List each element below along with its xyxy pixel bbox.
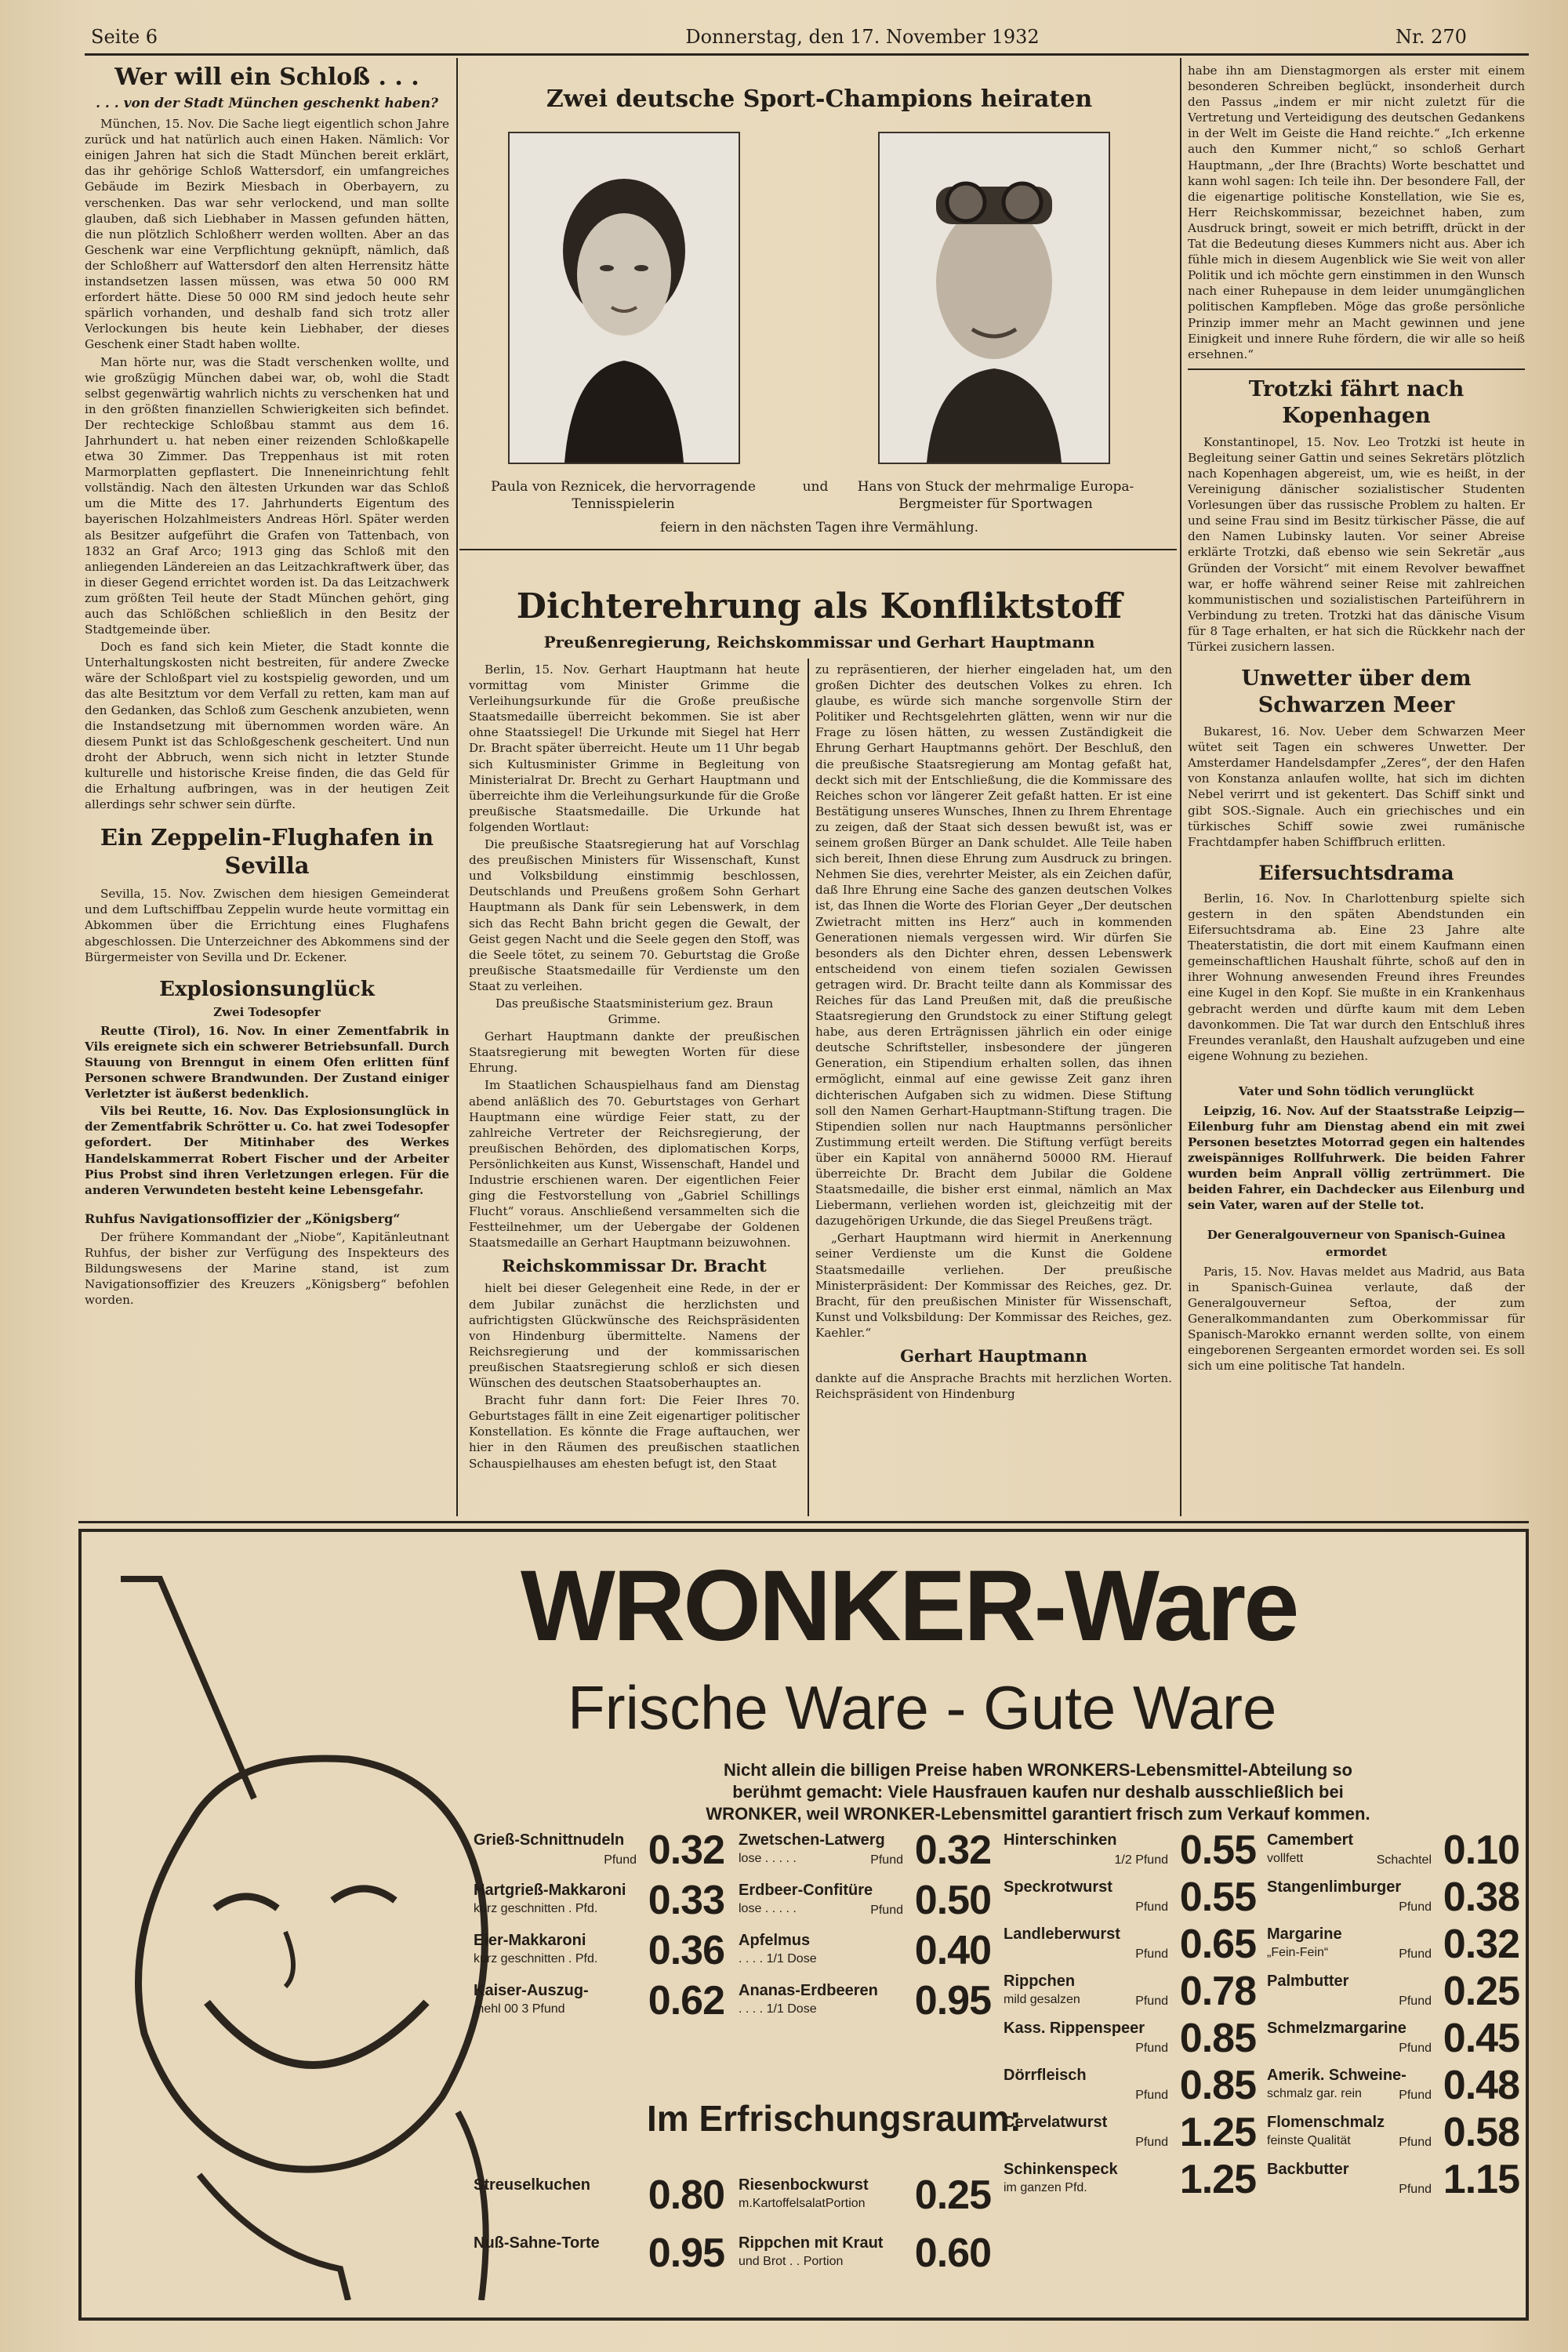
price-item-price: 0.65 <box>1179 1922 1256 1967</box>
explosion-headline: Explosionsunglück <box>159 977 375 1001</box>
price-item-unit: Pfund <box>1399 2183 1432 2196</box>
price-item-price: 0.55 <box>1179 1828 1256 1873</box>
photo-hans-von-stuck <box>878 132 1110 464</box>
price-item-price: 0.40 <box>914 1928 991 1973</box>
zeppelin-headline: Ein Zeppelin-Flughafen in Sevilla <box>100 824 434 880</box>
ad-top-rule <box>78 1521 1529 1523</box>
erfrischung-headline: Im Erfrischungsraum: <box>647 2098 1022 2139</box>
price-item-description: vollfett <box>1267 1852 1304 1865</box>
price-item-unit: Pfund <box>1135 2136 1168 2149</box>
price-item-price: 0.95 <box>914 1978 991 2024</box>
price-item-price: 0.95 <box>648 2230 724 2276</box>
issue-date: Donnerstag, den 17. November 1932 <box>685 26 1040 48</box>
price-item-name: Kass. Rippenspeer <box>1004 2020 1145 2037</box>
price-item-name: Streuselkuchen <box>474 2176 590 2194</box>
smiling-chef-icon <box>89 1563 528 2300</box>
price-item <box>739 1980 991 2027</box>
schloss-paragraph: Man hörte nur, was die Stadt verschenken wollte, und wie großzügig München dabei war, ob, wohl die Stadt selbst gegenwärtig wahrlich nichts zu verschenken hat und in den größten finanziellen Schwierigkeiten sich befindet. Der rechteckige Schloßbau stammt aus dem 16. Jahrhundert u. hat neben einer reizenden Schloßkapelle etwa 30 Zimmer. Das Treppenhaus ist mit roten Marmorplatten gepflastert. Die Inneneinrichtung fehlt vollständig. Nach den ältesten Urkunden war das Schloß um die Mitte des 17. Jahrhunderts Eigentum des bayerischen Holzahlmeisters Andreas Hörl. Später werden als Besitzer aufgeführt die Grafen von Tattenbach, von 1832 an Graf Arco; 1913 ging das Schloß mit den anliegenden Ländereien an das Leitzachkraftwerk über, das in dieser Gegend errichtet worden ist. Da das Leitzachwerk zum größten Teil heute der Stadt München gehört, ging auch das Schlößchen schließlich in den Besitz der Stadtgemeinde über. <box>85 354 449 637</box>
price-item-price: 0.50 <box>914 1878 991 1923</box>
price-item-name: Hinterschinken <box>1004 1831 1117 1849</box>
dichter-paragraph: Im Staatlichen Schauspielhaus fand am Dienstag abend anläßlich des 70. Geburtstages von Gerhart Hauptmann eine würdige Feier statt, zu der zahlreiche Vertreter der Reichsregierung, der preußischen Behörden, des diplomatischen Korps, Persönlichkeiten aus Kunst, Wissenschaft, Handel und Industrie erschienen waren. Der eigentlichen Feier ging die Festvorstellung von „Gabriel Schillings Flucht“ voraus. Anschließend versammelten sich die Festteilnehmer, um der Uebergabe der Goldenen Staatsmedaille an Gerhart Hauptmann beizuwohnen. <box>469 1078 800 1250</box>
hauptmann-headline: Gerhart Hauptmann <box>900 1346 1087 1367</box>
price-item-price: 1.15 <box>1443 2157 1519 2202</box>
price-item-name: Dörrfleisch <box>1004 2067 1087 2084</box>
dichter-paragraph: dankte auf die Ansprache Brachts mit herzlichen Worten. Reichspräsident von Hindenburg <box>815 1371 1172 1402</box>
price-item-name: Schmelzmargarine <box>1267 2020 1406 2037</box>
bracht-headline: Reichskommissar Dr. Bracht <box>502 1256 767 1276</box>
price-item-unit: Pfund <box>1135 2089 1168 2102</box>
explosion-subheadline: Zwei Todesopfer <box>213 1004 321 1019</box>
price-item-name: Eier-Makkaroni <box>474 1932 586 1949</box>
photo-paula-von-reznicek <box>508 132 740 464</box>
price-item-price: 0.25 <box>914 2172 991 2218</box>
eifersucht-paragraph: Berlin, 16. Nov. In Charlottenburg spielte sich gestern in den späten Abendstunden ein Eifersuchtsdrama ab. Eine 23 Jahre alte Theaterstatistin, die dort mit einem Kaufmann einen gemeinschaftlichen Haushalt führte, schoß auf den in ihrer Wohnung anwesenden Freund ihres Freundes eine Kugel in den Kopf. Sie mußte in ein Krankenhaus gebracht werden und dürfte kaum mit dem Leben davonkommen. Die Tat war durch den Entschluß ihres Freundes veranlaßt, den Haushalt aufzugeben und eine eigene Wohnung zu beziehen. <box>1188 891 1525 1063</box>
price-item-description: kurz geschnitten . Pfd. <box>474 1902 598 1915</box>
price-item-price: 0.80 <box>648 2172 724 2218</box>
price-item-unit: Pfund <box>1399 1994 1432 2008</box>
price-item <box>1004 2018 1256 2062</box>
wronker-advertisement <box>78 1529 1529 2321</box>
dichter-column-1 <box>469 662 800 1516</box>
price-item-unit: Pfund <box>1135 2042 1168 2055</box>
dichter-paragraph: „Gerhart Hauptmann wird hiermit in Anerkennung seiner Verdienste um die Kunst die Goldene Staatsmedaille verliehen. Der preußische Ministerpräsident: Der Kommissar des Reiches, gez. Dr. Bracht, für den preußischen Minister für Wissenschaft, Kunst und Volksbildung: Der Kommissar des Reiches, gez. Kaehler.“ <box>815 1231 1172 1340</box>
price-item <box>474 1830 724 1877</box>
price-item-price: 0.58 <box>1443 2110 1519 2155</box>
price-item-name: Margarine <box>1267 1926 1342 1943</box>
price-item-name: Zwetschen-Latwerg <box>739 1831 885 1849</box>
ad-copy-line: berühmt gemacht: Viele Hausfrauen kaufen nur deshalb ausschließlich bei <box>732 1782 1344 1802</box>
price-item-unit: Pfund <box>1135 1900 1168 1914</box>
price-item-description: m.KartoffelsalatPortion <box>739 2197 866 2210</box>
price-item <box>739 1830 991 1877</box>
price-item-price: 0.10 <box>1443 1828 1519 1873</box>
price-item-name: Kaiser-Auszug- <box>474 1982 589 1999</box>
dichter-signature: Das preußische Staatsministerium gez. Braun Grimme. <box>495 996 774 1027</box>
dichter-headline: Dichterehrung als Konfliktstoff <box>516 586 1123 626</box>
price-item-unit: Pfund <box>1399 1947 1432 1961</box>
price-item-name: Cervelatwurst <box>1004 2114 1108 2131</box>
price-item-description: „Fein-Fein“ <box>1267 1946 1329 1959</box>
page-number: Seite 6 <box>91 26 158 48</box>
portrait-man-icon <box>880 133 1109 463</box>
price-item <box>474 2230 724 2288</box>
schloss-headline: Wer will ein Schloß . . . <box>114 64 419 91</box>
price-item-unit: Pfund <box>1135 1994 1168 2008</box>
price-item <box>1267 1830 1519 1874</box>
price-item-price: 0.32 <box>648 1828 724 1873</box>
price-item-name: Rippchen mit Kraut <box>739 2234 884 2252</box>
price-item <box>1267 2065 1519 2109</box>
price-item-description: . . . . 1/1 Dose <box>739 1952 817 1965</box>
caption-left: Paula von Reznicek, die hervorragende Tennisspielerin <box>491 479 756 512</box>
trotzki-headline: Trotzki fährt nach Kopenhagen <box>1248 376 1465 428</box>
price-item-description: lose . . . . . <box>739 1852 797 1865</box>
header-rule <box>85 53 1529 56</box>
ad-copy-line: WRONKER, weil WRONKER-Lebensmittel garantiert frisch zum Verkauf kommen. <box>706 1804 1370 1824</box>
caption-right: Hans von Stuck der mehrmalige Europa-Bergmeister für Sportwagen <box>857 479 1134 512</box>
price-item <box>474 1980 724 2027</box>
dichter-paragraph: hielt bei dieser Gelegenheit eine Rede, in der er dem Jubilar zunächst die herzlichsten und aufrichtigsten Glückwünsche des Reichspräsidenten von Hindenburg übermittelte. Namens der Reichsregierung und der kommissarischen preußischen Staatsregierung schloß er sich diesen Wünschen des deutschen Staatsoberhauptes an. <box>469 1281 800 1391</box>
ad-slogan: Frische Ware - Gute Ware <box>568 1673 1277 1742</box>
price-item-name: Speckrotwurst <box>1004 1878 1112 1896</box>
price-item-description: und Brot . . Portion <box>739 2255 844 2268</box>
dichter-paragraph: zu repräsentieren, der hierher eingeladen hat, um den großen Dichter des deutschen Volkes zu ehren. Ich glaube, es würde sich manche sorgenvolle Stirn der Politiker und Rechtsgelehrten glätten, wenn wir nur die Frage zu lösen hätten, zu wessen Zuständigkeit die Ehrung Gerhart Hauptmanns gehört. Der Beschluß, den die preußische Staatsregierung am Montag gefaßt hat, deckt sich mit der Entschließung, die die Kommissare des Reiches schon vor längerer Zeit gefaßt hatten. Er ist eine Bestätigung unseres Wunsches, Ihnen zu Ihrem Ehrentage zu zeigen, daß der Staat sich dessen bewußt ist, was er seinem großen Bürger an Dank schuldet. Alle Teile haben sich bereit, Ihnen diese Ehrung zum Ausdruck zu bringen. Nehmen Sie dies, verehrter Meister, als ein Zeichen dafür, daß Ihre Ehrung eine Sache des ganzen deutschen Volkes ist, das Ihnen die Worte des Florian Geyer „Der deutschen Zwietracht mitten ins Herz“ auch in kommenden Generationen niemals vergessen wird. Wir dürfen Sie besonders als den Dichter ehren, dessen Lebenswerk entscheidend von einem tiefen sozialen Gewissen getragen wird. Dr. Bracht teilte dann als Kommissar des Reiches für das Land Preußen mit, daß die preußische Staatsregierung den Grundstock zu einer Stiftung gelegt habe, aus deren Erträgnissen jährlich ein oder einige deutsche Schriftsteller, insbesondere der jüngeren Generation, ein Stipendium erhalten sollen, das ihnen ermöglicht, einmal auf eine gewisse Zeit ganz ihren dichterischen Aufgaben sich zu widmen. Diese Stiftung soll den Namen Gerhart-Hauptmann-Stiftung tragen. Die Stipendien sollen nur nach Hauptmanns persönlicher Zustimmung erteilt werden. Die Stiftung verfügt bereits über ein Kapital von annähernd 50000 RM. Hierauf überreichte Dr. Bracht dem Jubilar die Goldene Staatsmedaille, die bisher erst einmal, nämlich an Max Liebermann, verliehen worden ist, gleichzeitig mit der dazugehörigen Urkunde, die das Siegel Preußens trägt. <box>815 662 1172 1229</box>
price-item-unit: Schachtel <box>1376 1853 1432 1867</box>
price-item-name: Flomenschmalz <box>1267 2114 1385 2131</box>
portrait-woman-icon <box>510 133 739 463</box>
price-item-price: 1.25 <box>1179 2157 1256 2202</box>
guinea-paragraph: Paris, 15. Nov. Havas meldet aus Madrid, aus Bata in Spanisch-Guinea verlaute, daß der Generalgouverneur Seftoa, der zum Generalkommandanten zum Oberkommissar für Spanisch-Marokko ernannt werden sollte, von einem eingeborenen Sergeanten ermordet worden sei. Es soll sich um eine politische Tat handeln. <box>1188 1264 1525 1374</box>
explosion-paragraph: Vils bei Reutte, 16. Nov. Das Explosionsunglück in der Zementfabrik Schrötter u. Co. hat zwei Todesopfer gefordert. Der Mitinhaber des Werkes Handelskammerrat Robert Fischer und der Arbeiter Pius Probst sind ihren Verletzungen erlegen. Für die anderen Verwundeten besteht keine Lebensgefahr. <box>85 1104 449 1197</box>
price-item-price: 0.85 <box>1179 2063 1256 2108</box>
price-item-unit: Pfund <box>604 1853 637 1867</box>
price-item-name: Riesenbockwurst <box>739 2176 869 2194</box>
price-item-unit: Pfund <box>870 1904 903 1917</box>
price-item-price: 0.78 <box>1179 1969 1256 2014</box>
price-item-name: Hartgrieß-Makkaroni <box>474 1882 626 1899</box>
zeppelin-paragraph: Sevilla, 15. Nov. Zwischen dem hiesigen Gemeinderat und dem Luftschiffbau Zeppelin wurde heute vormittag ein Abkommen über die Errichtung eines Flughafens abgeschlossen. Die Unterzeichner des Abkommens sind der Bürgermeister von Sevilla und Dr. Eckener. <box>85 887 449 964</box>
price-item <box>1267 1877 1519 1921</box>
price-item <box>1004 1971 1256 2015</box>
price-item <box>739 2230 991 2288</box>
dichter-paragraph: Berlin, 15. Nov. Gerhart Hauptmann hat heute vormittag vom Minister Grimme die Verleihungsurkunde für die Große preußische Staatsmedaille überreicht bekommen. Sie ist aber ohne Staatssiegel! Die Urkunde mit Siegel hat Herr Dr. Bracht später überreicht. Heute um 11 Uhr begab sich Kultusminister Grimme in Begleitung von Ministerialrat Dr. Brecht zu Gerhart Hauptmann und überreichte ihm die Verleihungsurkunde für die Große preußische Staatsmedaille. Die Urkunde hat folgenden Wortlaut: <box>469 662 800 834</box>
price-item-unit: Pfund <box>1399 2136 1432 2149</box>
price-item-name: Backbutter <box>1267 2161 1349 2178</box>
guinea-headline: Der Generalgouverneur von Spanisch-Guinea ermordet <box>1207 1227 1506 1259</box>
price-item <box>1004 1830 1256 1874</box>
eifersucht-headline: Eifersuchtsdrama <box>1258 861 1454 884</box>
caption-mid: und <box>802 479 829 495</box>
price-item-price: 0.32 <box>1443 1922 1519 1967</box>
column-divider-mid <box>808 659 809 1516</box>
price-item-name: Rippchen <box>1004 1973 1076 1990</box>
price-item <box>739 2172 991 2230</box>
price-item-name: Schinkenspeck <box>1004 2161 1118 2178</box>
price-item-name: Landleberwurst <box>1004 1926 1120 1943</box>
price-item-name: Palmbutter <box>1267 1973 1349 1990</box>
price-item-unit: Pfund <box>1399 1900 1432 1914</box>
unfall-paragraph: Leipzig, 16. Nov. Auf der Staatsstraße Leipzig—Eilenburg fuhr am Dienstag abend ein mit zwei Personen besetztes Motorrad gegen ein haltendes zweispänniges Rollfuhrwerk. Die beiden Fahrer wurden beim Anprall völlig zertrümmert. Die beiden Fahrer, ein Dachdecker aus Eilenburg und sein Vater, waren auf der Stelle tot. <box>1188 1103 1525 1213</box>
price-item <box>1267 2018 1519 2062</box>
price-item-price: 0.25 <box>1443 1969 1519 2014</box>
price-item-name: Ananas-Erdbeeren <box>739 1982 878 1999</box>
price-item <box>474 2172 724 2230</box>
price-item-description: im ganzen Pfd. <box>1004 2181 1087 2194</box>
unwetter-headline: Unwetter über dem Schwarzen Meer <box>1241 666 1472 718</box>
price-item <box>739 1930 991 1977</box>
ad-brand: WRONKER-Ware <box>521 1550 1298 1662</box>
dichter-paragraph: Die preußische Staatsregierung hat auf Vorschlag des preußischen Ministers für Wissenschaft, Kunst und Volksbildung einstimmig beschlossen, Deutschlands und Preußens großem Sohn Gerhart Hauptmann als Dank für sein Lebenswerk, in dem sich das Recht Bahn bricht gegen die Gewalt, der Geist gegen Nacht und die Seele gegen den Stoff, was die Seele tötet, zu seinem 70. Geburtstag die Große preußische Staatsmedaille für Verdienste um den Staat zu verleihen. <box>469 837 800 993</box>
price-item-name: Grieß-Schnittnudeln <box>474 1831 625 1849</box>
price-item-unit: 1/2 Pfund <box>1114 1853 1168 1867</box>
price-item-name: Apfelmus <box>739 1932 811 1949</box>
explosion-paragraph: Reutte (Tirol), 16. Nov. In einer Zementfabrik in Vils ereignete sich ein schwerer Betriebsunfall. Durch Stauung von Brenngut in einem Ofen erlitten fünf Personen schwere Brandwunden. Der Zustand einiger Verletzter ist äußerst bedenklich. <box>85 1023 449 1102</box>
caption-bottom: feiern in den nächsten Tagen ihre Vermählung. <box>659 520 979 535</box>
schloss-subheadline: . . . von der Stadt München geschenkt haben? <box>96 96 438 111</box>
schloss-paragraph: München, 15. Nov. Die Sache liegt eigentlich schon Jahre zurück und hat natürlich auch einen Haken. Nämlich: Vor einigen Jahren hat sich die Stadt München bereit erklärt, das ihr gehörige Schloß Wattersdorf, ein umfangreiches Gebäude im Bezirk Miesbach in Oberbayern, zu verschenken. Das war sehr verlockend, und man sollte glauben, daß sich Liebhaber in Massen gefunden hätten, die nun plötzlich Schloßherr werden wollten. Aber an das Geschenk war eine Verpflichtung geknüpft, nämlich, daß der Schloßherr auf Wattersdorf den alten Herrensitz hätte instandsetzen lassen müssen, was etwa 50 000 RM erfordert hätte. Diese 50 000 RM sind jedoch heute sehr spärlich vorhanden, und deshalb fand sich trotz aller Verlockungen bis heute kein Liebhaber, der dieses Geschenk einer Stadt haben wollte. <box>85 117 449 352</box>
dichter-paragraph: Gerhart Hauptmann dankte der preußischen Staatsregierung mit bewegten Worten für diese Ehrung. <box>469 1029 800 1076</box>
sport-headline: Zwei deutsche Sport-Champions heiraten <box>546 85 1093 113</box>
price-item-description: kurz geschnitten . Pfd. <box>474 1952 598 1965</box>
column-divider-right <box>1180 58 1181 1516</box>
price-item-price: 0.33 <box>648 1878 724 1923</box>
price-item-unit: Pfund <box>1399 2042 1432 2055</box>
price-item-description: . . . . 1/1 Dose <box>739 2002 817 2016</box>
dichter-paragraph: Bracht fuhr dann fort: Die Feier Ihres 70. Geburtstages fällt in eine Zeit eigenartiger politischer Konstellation. Es könnte die Frage auftauchen, wer hier in den Räumen des preußischen staatlichen Schauspielhauses am ehesten befugt ist, den Staat <box>469 1393 800 1471</box>
column-left <box>85 63 449 1517</box>
ad-copy-line: Nicht allein die billigen Preise haben WRONKERS-Lebensmittel-Abteilung so <box>724 1760 1352 1780</box>
trotzki-paragraph: Konstantinopel, 15. Nov. Leo Trotzki ist heute in Begleitung seiner Gattin und seines Sekretärs plötzlich nach Kopenhagen abgereist, um, wie es heißt, in der Vereinigung dänischer sozialistischer Studenten Vorlesungen über das russische Problem zu halten. Er und seine Frau sind im Besitz türkischer Pässe, die auf den Namen Lubinsky lauten. Vor seiner Abreise erklärte Trotzki, daß ebenso wie sein Sekretär „aus Gründen der Vorsicht“ mit einem Revolver bewaffnet war, er hoffe während seiner Reise mit zahlreichen kommunistischen und sozialistischen Parteiführern in Verbindung zu treten. Trotzki hat das dänische Visum für 8 Tage erhalten, er hat sich die Rückkehr nach der Türkei zusichern lassen. <box>1188 434 1525 654</box>
hauptmann-continuation: habe ihn am Dienstagmorgen als erster mit einem besonderen Schreiben beglückt, insonderheit durch den Passus „indem er mir nicht zuletzt für die Vertretung und Verteidigung des deutschen Gedankens in der Welt im Geiste die Hand reichte.“ „Ich erkenne auch den Kummer nicht,“ so schloß Gerhart Hauptmann, „der Ihre (Brachts) Worte beschattet und kann wohl sagen: Ich teile ihn. Der besondere Fall, der die eigenartige politische Konstellation, wie Sie es, Herr Reichskommissar, bezeichnet haben, zum Ausdruck bringt, soweit er mich betrifft, drückt in der Tat die Bedeutung dieses Kummers nicht aus. Aber ich fühle mich in diesem Augenblick wie Sie weit von aller Politik und ich möchte gern einstimmen in den Wunsch nach einer Ruhepause in dem leider unumgänglichen politischen Kampfleben. Möge das große persönliche Prinzip immer mehr an Macht gewinnen und jene Einigkeit und innere Ruhe fördern, die wir alle so heiß ersehnen.“ <box>1188 64 1525 361</box>
price-item-price: 0.45 <box>1443 2016 1519 2061</box>
price-item <box>1267 1924 1519 1968</box>
price-item-price: 0.62 <box>648 1978 724 2024</box>
schloss-paragraph: Doch es fand sich kein Mieter, die Stadt konnte die Unterhaltungskosten nicht bestreiten, für andere Zwecke wäre der Schloßpart viel zu kostspielig geworden, und um das alte Besitztum vor dem Verfall zu retten, kam man auf den Gedanken, das Schloß zum Geschenk anzubieten, wenn die Instandsetzung mit übernommen worden wäre. An diesem Punkt ist das Schloßgeschenk gescheitert. Und nun droht der Abbruch, wenn sich nicht in letzter Stunde kulturelle und historische Kreise finden, die das Geld für die Erhaltung aufbringen, was in der heutigen Zeit allerdings sehr schwer sein dürfte. <box>85 640 449 812</box>
column-right <box>1188 63 1525 1517</box>
column-divider-left <box>456 58 458 1516</box>
unfall-headline: Vater und Sohn tödlich verunglückt <box>1238 1083 1475 1098</box>
price-item-name: Erdbeer-Confitüre <box>739 1882 873 1899</box>
ruhfus-paragraph: Der frühere Kommandant der „Niobe“, Kapitänleutnant Ruhfus, der bisher zur Verfügung des Inspekteurs des Bildungswesens der Marine stand, ist zum Navigationsoffizier des Kreuzers „Königsberg“ befohlen worden. <box>85 1229 449 1308</box>
price-item-price: 0.36 <box>648 1928 724 1973</box>
price-item-description: schmalz gar. rein <box>1267 2087 1362 2100</box>
price-item-price: 0.55 <box>1179 1875 1256 1920</box>
price-item <box>1004 1877 1256 1921</box>
dichter-column-2 <box>815 662 1172 1516</box>
price-item <box>1267 2159 1519 2203</box>
price-item <box>739 1880 991 1927</box>
price-item-description: feinste Qualität <box>1267 2134 1351 2147</box>
price-item-name: Stangenlimburger <box>1267 1878 1402 1896</box>
ruhfus-headline: Ruhfus Navigationsoffizier der „Königsberg“ <box>85 1210 401 1226</box>
price-item-price: 0.38 <box>1443 1875 1519 1920</box>
price-item <box>1267 2112 1519 2156</box>
photo-box-rule <box>459 549 1177 550</box>
ad-copy <box>560 1759 1516 1825</box>
price-item-description: lose . . . . . <box>739 1902 797 1915</box>
price-item-price: 0.48 <box>1443 2063 1519 2108</box>
price-item-price: 0.60 <box>914 2230 991 2276</box>
price-item-unit: Pfund <box>1399 2089 1432 2102</box>
price-item <box>474 1880 724 1927</box>
price-item-name: Camembert <box>1267 1831 1354 1849</box>
price-item-price: 0.85 <box>1179 2016 1256 2061</box>
price-item <box>474 1930 724 1977</box>
issue-number: Nr. 270 <box>1396 26 1467 48</box>
price-item-price: 1.25 <box>1179 2110 1256 2155</box>
price-item-description: mehl 00 3 Pfund <box>474 2002 565 2016</box>
price-item-price: 0.32 <box>914 1828 991 1873</box>
dichter-subheadline: Preußenregierung, Reichskommissar und Gerhart Hauptmann <box>543 633 1095 652</box>
price-item-name: Amerik. Schweine- <box>1267 2067 1406 2084</box>
price-item <box>1004 1924 1256 1968</box>
price-item-name: Nuß-Sahne-Torte <box>474 2234 600 2252</box>
price-item-description: mild gesalzen <box>1004 1993 1080 2006</box>
unwetter-paragraph: Bukarest, 16. Nov. Ueber dem Schwarzen Meer wütet seit Tagen ein schweres Unwetter. Der Amsterdamer Handelsdampfer „Zeres“, der den Hafen von Konstanza anlaufen wollte, hat sich im dichten Nebel verirrt und ist gekentert. Das Schiff sinkt und gibt SOS.-Signale. Auch ein griechisches und ein türkisches Schiff sowie zwei rumänische Frachtdampfer haben Schiffbruch erlitten. <box>1188 724 1525 849</box>
price-item-unit: Pfund <box>1135 1947 1168 1961</box>
price-item <box>1004 2159 1256 2203</box>
price-item <box>1267 1971 1519 2015</box>
price-item-unit: Pfund <box>870 1853 903 1867</box>
